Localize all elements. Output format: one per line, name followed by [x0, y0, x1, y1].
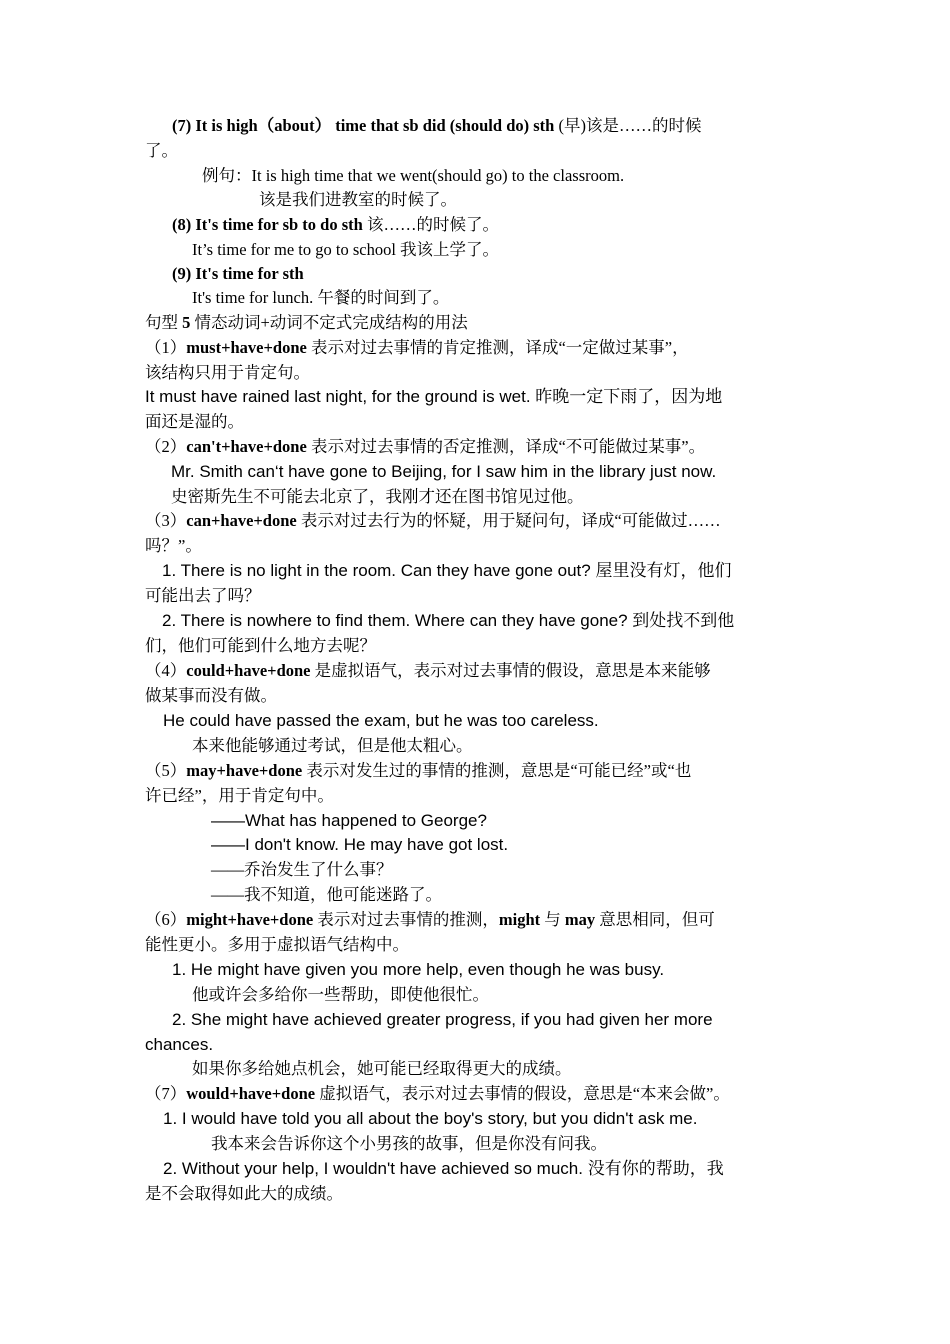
item-6-example-2: 2. She might have achieved greater progress, if you had given her more [172, 1010, 713, 1029]
example-7-cn: 该是我们进教室的时候了。 [259, 190, 457, 209]
item-1-example: It must have rained last night, for the ground is wet. 昨晚一定下雨了，因为地 [145, 387, 723, 406]
item-3-example-2-cont: 们，他们可能到什么地方去呢？ [145, 636, 376, 655]
item-4-example-en: He could have passed the exam, but he was too careless. [163, 711, 599, 730]
item-3-heading: （3）can+have+done 表示对过去行为的怀疑，用于疑问句，译成“可能做过…… [145, 511, 721, 530]
item-7-example-2: 2. Without your help, I wouldn't have achieved so much. 没有你的帮助，我 [163, 1159, 724, 1178]
dialogue-line-1: ——What has happened to George? [211, 811, 487, 830]
item-2-example-en: Mr. Smith can‘t have gone to Beijing, for I saw him in the library just now. [171, 462, 717, 481]
item-5-cont: 许已经”，用于肯定句中。 [145, 786, 334, 805]
line-8-heading: (8) It's time for sb to do sth 该……的时候了。 [172, 215, 499, 234]
item-3-example-1: 1. There is no light in the room. Can they have gone out? 屋里没有灯，他们 [162, 561, 732, 580]
item-2-heading: （2）can't+have+done 表示对过去事情的否定推测，译成“不可能做过某事”。 [145, 437, 706, 456]
dialogue-line-2: ——I don't know. He may have got lost. [211, 835, 509, 854]
item-7-heading: （7）would+have+done 虚拟语气，表示对过去事情的假设，意思是“本来会做”。 [145, 1084, 730, 1103]
item-3-cont: 吗？”。 [145, 536, 202, 555]
dialogue-line-3: ——乔治发生了什么事？ [211, 860, 393, 879]
item-6-example-1-cn: 他或许会多给你一些帮助，即使他很忙。 [192, 985, 489, 1004]
example-7-en: 例句：It is high time that we went(should go) to the classroom. [202, 166, 625, 185]
dialogue-line-4: ——我不知道，他可能迷路了。 [211, 885, 442, 904]
item-5-heading: （5）may+have+done 表示对发生过的事情的推测，意思是“可能已经”或“也 [145, 761, 692, 780]
line-9-heading [172, 263, 837, 287]
pattern-7-title: (7) It is high（about） time that sb did (should do) sth [172, 116, 555, 135]
item-3-example-2: 2. There is nowhere to find them. Where can they have gone? 到处找不到他 [162, 611, 735, 630]
section-heading-5: 句型 5 情态动词+动词不定式完成结构的用法 [145, 313, 468, 332]
pattern-8-title: (8) It's time for sb to do sth [172, 215, 363, 234]
item-4-example-cn: 本来他能够通过考试，但是他太粗心。 [192, 736, 473, 755]
item-6-example-2-cn: 如果你多给她点机会，她可能已经取得更大的成绩。 [192, 1059, 572, 1078]
item-6-cont: 能性更小。多用于虚拟语气结构中。 [145, 935, 409, 954]
line-7-cont: 了。 [145, 141, 178, 160]
example-8: It’s time for me to go to school 我该上学了。 [192, 240, 500, 259]
item-6-heading: （6）might+have+done 表示对过去事情的推测，might 与 may 意思相同，但可 [145, 910, 715, 929]
item-7-example-1-cn: 我本来会告诉你这个小男孩的故事，但是你没有问我。 [211, 1134, 607, 1153]
item-1-heading: （1）must+have+done 表示对过去事情的肯定推测，译成“一定做过某事”， [145, 338, 689, 357]
example-9: It's time for lunch. 午餐的时间到了。 [192, 288, 450, 307]
item-6-example-2-cont: chances. [145, 1035, 214, 1054]
item-4-cont: 做某事而没有做。 [145, 686, 277, 705]
item-1-cont: 该结构只用于肯定句。 [145, 363, 310, 382]
item-1-example-cont: 面还是湿的。 [145, 412, 244, 431]
item-7-example-1: 1. I would have told you all about the boy's story, but you didn't ask me. [163, 1109, 698, 1128]
item-4-heading: （4）could+have+done 是虚拟语气，表示对过去事情的假设，意思是本来能够 [145, 661, 711, 680]
item-6-example-1: 1. He might have given you more help, even though he was busy. [172, 960, 665, 979]
item-3-example-1-cont: 可能出去了吗？ [145, 586, 261, 605]
item-7-example-2-cont: 是不会取得如此大的成绩。 [145, 1184, 343, 1203]
pattern-9-title: (9) It's time for sth [172, 264, 304, 283]
line-7-heading: (7) It is high（about） time that sb did (should do) sth (早)该是……的时候 [172, 116, 702, 135]
item-2-example-cn: 史密斯先生不可能去北京了，我刚才还在图书馆见过他。 [171, 487, 584, 506]
